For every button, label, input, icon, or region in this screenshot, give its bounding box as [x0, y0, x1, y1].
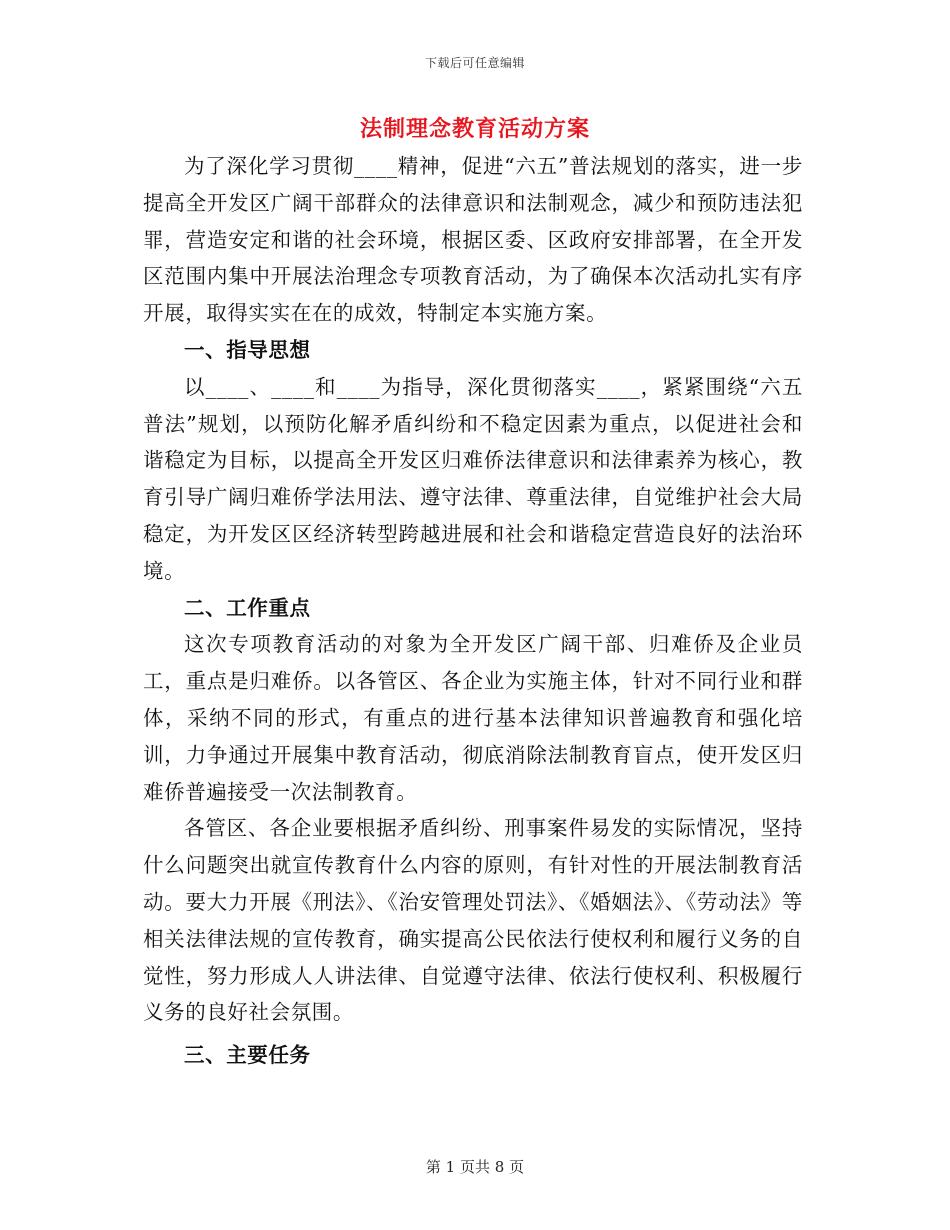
section-heading-guiding-thought: 一、指导思想	[184, 337, 311, 362]
section-heading-main-tasks: 三、主要任务	[184, 1043, 311, 1068]
document-body	[143, 148, 803, 1074]
header-note: 下载后可任意编辑	[424, 56, 525, 70]
section-paragraph: 这次专项教育活动的对象为全开发区广阔干部、归难侨及企业员工，重点是归难侨。以各管区、各企业为实施主体，针对不同行业和群体，采纳不同的形式，有重点的进行基本法律知识普遍教育和强化培训，力争通过开展集中教育活动，彻底消除法制教育盲点，使开发区归难侨普遍接受一次法制教育。	[143, 632, 803, 804]
intro-paragraph: 为了深化学习贯彻____精神，促进“六五”普法规划的落实，进一步提高全开发区广阔干部群众的法律意识和法制观念，减少和预防违法犯罪，营造安定和谐的社会环境，根据区委、区政府安排部署，在全开发区范围内集中开展法治理念专项教育活动，为了确保本次活动扎实有序开展，取得实实在在的成效，特制定本实施方案。	[143, 154, 803, 326]
page-number-footer: 第 1 页共 8 页	[425, 1158, 525, 1176]
section-heading-work-focus: 二、工作重点	[184, 595, 311, 620]
section-paragraph: 各管区、各企业要根据矛盾纠纷、刑事案件易发的实际情况，坚持什么问题突出就宣传教育什么内容的原则，有针对性的开展法制教育活动。要大力开展《刑法》、《治安管理处罚法》、《婚姻法》、《劳动法》等相关法律法规的宣传教育，确实提高公民依法行使权利和履行义务的自觉性，努力形成人人讲法律、自觉遵守法律、依法行使权利、积极履行义务的良好社会氛围。	[143, 816, 803, 1025]
document-title: 法制理念教育活动方案	[359, 116, 590, 142]
section-paragraph: 以____、____和____为指导，深化贯彻落实____，紧紧围绕“六五普法”规划，以预防化解矛盾纠纷和不稳定因素为重点，以促进社会和谐稳定为目标，以提高全开发区归难侨法律意识和法律素养为核心，教育引导广阔归难侨学法用法、遵守法律、尊重法律，自觉维护社会大局稳定，为开发区区经济转型跨越进展和社会和谐稳定营造良好的法治环境。	[143, 374, 803, 583]
